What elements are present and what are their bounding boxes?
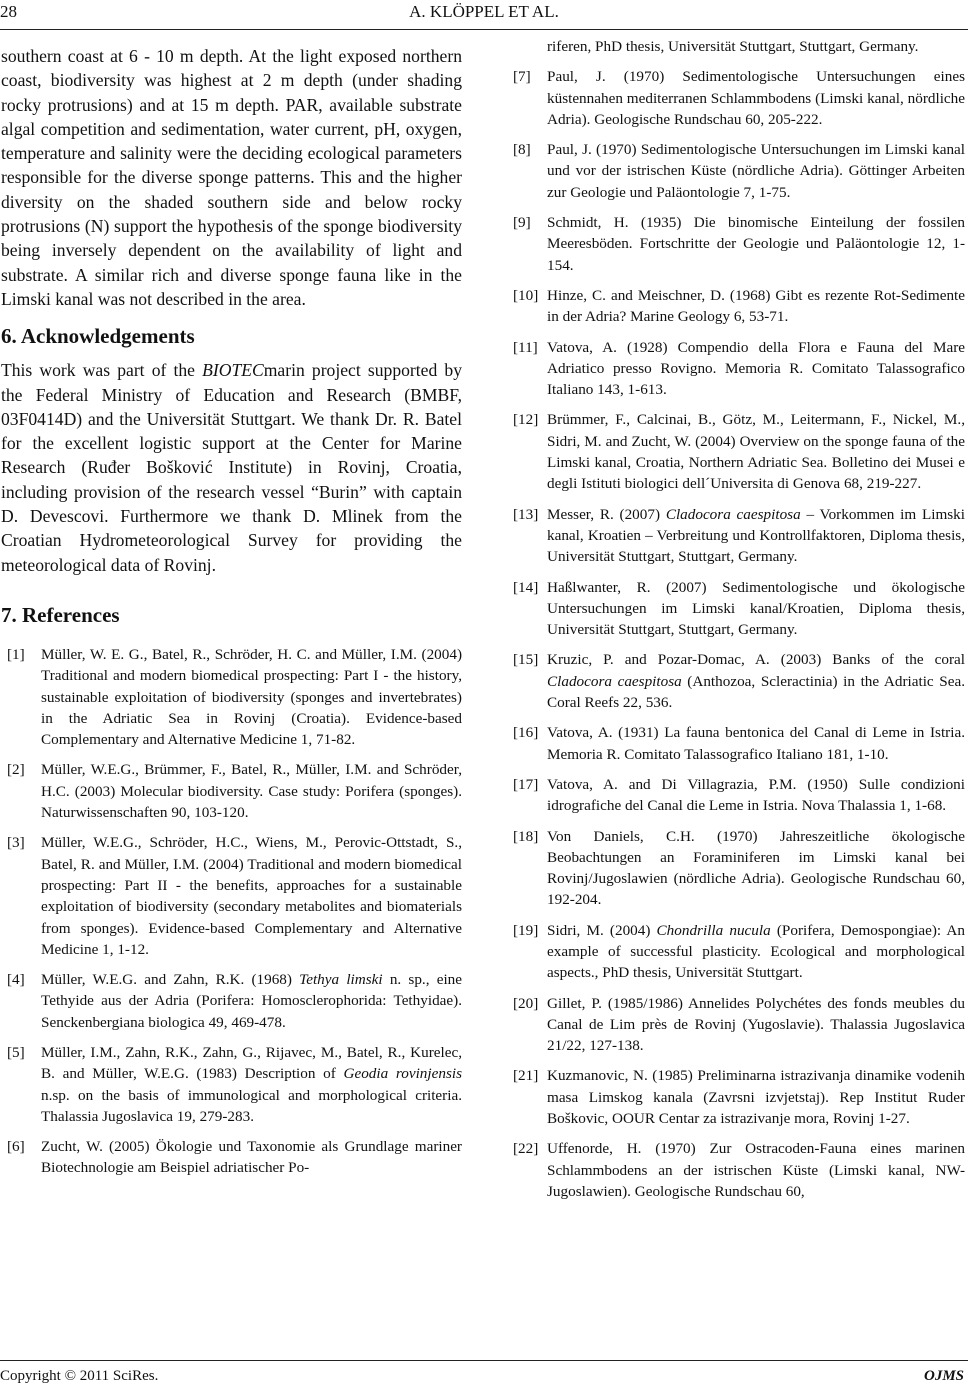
reference-item [1, 759, 462, 823]
reference-text: Müller, W.E.G. and Zahn, R.K. (1968) [41, 971, 300, 989]
ack-project-name: BIOTEC [202, 360, 264, 381]
reference-number: [13] [513, 505, 539, 523]
reference-item [507, 337, 965, 401]
reference-text: Vatova, A. (1928) Compendio della Flora e Fauna del Mare Adriatico presso Rovigno. Memoria R. Comitato Talassografico Italiano 143, 1-613. [547, 338, 965, 399]
header-rule [0, 29, 968, 30]
ack-text: marin project supported by the Federal Ministry of Education and Research (BMBF, 03F0414D) and the Universität Stuttgart. We thank Dr. R. Batel for the excellent logistic support at the Center for Marine Research (Ruđer Bošković Institute) in Rovinj, Croatia, including provision of the research vessel “Burin” with captain D. Devescovi. Furthermore we thank D. Mlinek from the Croatian Hydrometeorological Survey for providing the meteorological data of Rovinj. [1, 360, 462, 575]
reference-text: Müller, W.E.G., Brümmer, F., Batel, R., Müller, I.M. and Schröder, H.C. (2003) Molecular biodiversity. Case study: Porifera (sponges). Naturwissenschaften 90, 103-120. [41, 761, 462, 822]
reference-number: [7] [513, 68, 531, 86]
reference-number: [5] [7, 1043, 25, 1061]
reference-text: Kuzmanovic, N. (1985) Preliminarna istrazivanja dinamike vodenih masa Limskog kanala (Zavrsni izvjetstaj). Rep Institut Ruder Boškovic, OOUR Centar za istrazivanje mora, Rovinj 1-27. [547, 1067, 965, 1128]
reference-text: Vatova, A. and Di Villagrazia, P.M. (1950) Sulle condizioni idrografiche del Canal die Leme in Istria. Nova Thalassia 1, 1-68. [547, 775, 965, 815]
reference-item [507, 285, 965, 328]
reference-item [1, 832, 462, 960]
reference-text: Paul, J. (1970) Sedimentologische Untersuchungen eines küstennahen mediterranen Schlammbodens (Limski kanal, nördliche Adria). Geologische Rundschau 60, 205-222. [547, 68, 965, 128]
reference-number: [21] [513, 1067, 539, 1085]
reference-species-name: Cladocora caespitosa [665, 505, 801, 523]
reference-number: [2] [7, 761, 25, 779]
reference-text: – Vorkommen im Limski kanal, Kroatien – Verbreitung und Kontrollfaktoren, Diploma thesis, Universität Stuttgart, Stuttgart, Germany. [547, 505, 965, 566]
reference-number: [22] [513, 1140, 539, 1158]
reference-text: (Anthozoa, Scleractinia) in the Adriatic Sea. Coral Reefs 22, 536. [547, 672, 965, 712]
reference-number: [14] [513, 578, 539, 596]
reference-text: (Porifera, Demospongiae): An example of successful plasticity. Ecological and morphological aspects., PhD thesis, Universität Stuttgart. [547, 921, 965, 982]
reference-number: [3] [7, 834, 25, 852]
reference-number: [10] [513, 286, 539, 304]
reference-text: Uffenorde, H. (1970) Zur Ostracoden-Fauna eines marinen Schlammbodens an der istrischen Küste (Limski kanal, NW-Jugoslawien). Geologische Rundschau 60, [547, 1140, 965, 1200]
reference-number: [11] [513, 338, 538, 356]
left-column [1, 44, 462, 1188]
reference-item [507, 649, 965, 713]
copyright: Copyright © 2011 SciRes. [0, 1368, 159, 1384]
acknowledgements-heading: 6. Acknowledgements [1, 324, 195, 349]
reference-number: [18] [513, 827, 539, 845]
reference-number: [6] [7, 1138, 25, 1156]
reference-number: [17] [513, 775, 539, 793]
reference-number: [15] [513, 651, 539, 669]
reference-number: [12] [513, 411, 539, 429]
reference-item [507, 36, 965, 57]
reference-text: Müller, I.M., Zahn, R.K., Zahn, G., Rijavec, M., Batel, R., Kurelec, B. and Müller, W.E.G. (1983) Description of [41, 1043, 462, 1083]
reference-text: Paul, J. (1970) Sedimentologische Untersuchungen im Limski kanal und vor der istrischen Küste (nördliche Adria). Göttinger Arbeiten zur Geologie und Paläontologie 7, 1-75. [547, 141, 965, 201]
reference-item [507, 139, 965, 203]
reference-text: Schmidt, H. (1935) Die binomische Einteilung der fossilen Meeresböden. Fortschritte der Geologie und Paläontologie 12, 1-154. [547, 214, 965, 274]
reference-item [507, 774, 965, 817]
reference-item [1, 1042, 462, 1127]
reference-item [507, 409, 965, 494]
reference-text: Müller, W.E.G., Schröder, H.C., Wiens, M., Perovic-Ottstadt, S., Batel, R. and Müller, I.M. (2004) Traditional and modern biomedical prospecting: Part II - the benefits, approaches for a sustainable exploitation of biodiversity (secondary metabolites and biomaterials from sponges). Evidence-based Complementary and Alternative Medicine 1, 1-12. [41, 834, 462, 958]
reference-text: Haßlwanter, R. (2007) Sedimentologische und ökologische Untersuchungen im Limski kanal/Kroatien, Diploma thesis, Universität Stuttgart, Stuttgart, Germany. [547, 578, 965, 639]
intro-paragraph: southern coast at 6 - 10 m depth. At the light exposed northern coast, biodiversity was highest at 2 m depth (under shading rocky protrusions) and at 15 m depth. PAR, available substrate algal competition and sedimentation, water current, pH, oxygen, temperature and salinity were the deciding ecological parameters responsible for the diverse sponge patterns. This and the higher diversity on the shaded southern side and below rocky protrusions (N) support the hypothesis of the sponge biodiversity being inversely dependent on the availability of light and substrate. A similar rich and diverse sponge fauna like in the Limski kanal was not described in the area. [1, 46, 462, 309]
right-column [507, 36, 965, 1211]
reference-item [507, 1065, 965, 1129]
reference-number: [8] [513, 141, 531, 159]
reference-item [507, 504, 965, 568]
reference-text: Brümmer, F., Calcinai, B., Götz, M., Leitermann, F., Nickel, M., Sidri, M. and Zucht, W. (2004) Overview on the sponge fauna of the Limski kanal, Croatia, Northern Adriatic Sea. Bolletino dei Musei e degli Istituti biologici dell´Universita di Genova 68, 219-227. [547, 411, 965, 493]
reference-text: Hinze, C. and Meischner, D. (1968) Gibt es rezente Rot-Sedimente in der Adria? Marine Geology 6, 53-71. [547, 286, 965, 326]
reference-item [507, 66, 965, 130]
reference-text: Vatova, A. (1931) La fauna bentonica del Canal di Leme in Istria. Memoria R. Comitato Talassografico Italiano 181, 1-10. [547, 724, 965, 763]
reference-item [1, 969, 462, 1033]
reference-species-name: Tethya limski [299, 971, 383, 989]
reference-item [507, 212, 965, 276]
references-heading: 7. References [1, 602, 120, 627]
acknowledgements-paragraph [1, 358, 462, 577]
reference-text: Kruzic, P. and Pozar-Domac, A. (2003) Banks of the coral [547, 651, 965, 669]
reference-item [507, 993, 965, 1057]
reference-number: [1] [7, 645, 25, 663]
reference-item [507, 826, 965, 911]
footer-rule [0, 1360, 968, 1361]
reference-number: [19] [513, 921, 539, 939]
reference-text: riferen, PhD thesis, Universität Stuttgart, Stuttgart, Germany. [547, 38, 919, 55]
reference-number: [4] [7, 971, 25, 989]
reference-item [1, 644, 462, 750]
reference-number: [16] [513, 724, 539, 742]
reference-text: Müller, W. E. G., Batel, R., Schröder, H. C. and Müller, I.M. (2004) Traditional and modern biomedical prospecting: Part I - the history, sustainable exploitation of biodiversity (sponges and invertebrates) in the Adriatic Sea in Rovinj (Croatia). Evidence-based Complementary and Alternative Medicine 1, 71-82. [41, 645, 462, 749]
page-number: 28 [0, 2, 17, 21]
reference-text: Von Daniels, C.H. (1970) Jahreszeitliche ökologische Beobachtungen an Foraminiferen im Limski kanal bei Rovinj/Jugoslawien (nördliche Adria). Geologische Rundschau 60, 192-204. [547, 827, 965, 909]
page-header [0, 2, 968, 28]
reference-text: Sidri, M. (2004) [547, 921, 657, 939]
reference-item [1, 1136, 462, 1179]
reference-item [507, 722, 965, 765]
reference-text: Gillet, P. (1985/1986) Annelides Polychétes des fonds meubles du Canal de Lim près de Rovinj (Yugoslavie). Thalassia Jugoslavica 21/22, 127-138. [547, 994, 965, 1055]
reference-species-name: Cladocora caespitosa [547, 672, 682, 690]
reference-species-name: Chondrilla nucula [656, 921, 771, 939]
reference-item [507, 1138, 965, 1202]
running-title: A. KLÖPPEL ET AL. [409, 2, 559, 21]
journal-name: OJMS [923, 1368, 964, 1384]
reference-item [507, 577, 965, 641]
reference-list-right [507, 36, 965, 1202]
ack-text: This work was part of the [1, 360, 203, 381]
reference-species-name: Geodia rovinjensis [343, 1065, 462, 1083]
reference-list-left [1, 644, 462, 1179]
reference-text: Zucht, W. (2005) Ökologie und Taxonomie als Grundlage mariner Biotechnologie am Beispiel adriatischer Po- [41, 1138, 462, 1177]
reference-text: n. sp., eine Tethyide aus der Adria (Porifera: Homosclerophorida: Tethyidae). Senckenbergiana biologica 49, 469-478. [41, 971, 463, 1031]
reference-item [507, 920, 965, 984]
reference-text: n.sp. on the basis of immunological and morphological criteria. Thalassia Jugoslavica 19, 279-283. [41, 1086, 462, 1125]
reference-number: [9] [513, 214, 531, 232]
reference-number: [20] [513, 994, 539, 1012]
reference-text: Messer, R. (2007) [547, 505, 666, 523]
